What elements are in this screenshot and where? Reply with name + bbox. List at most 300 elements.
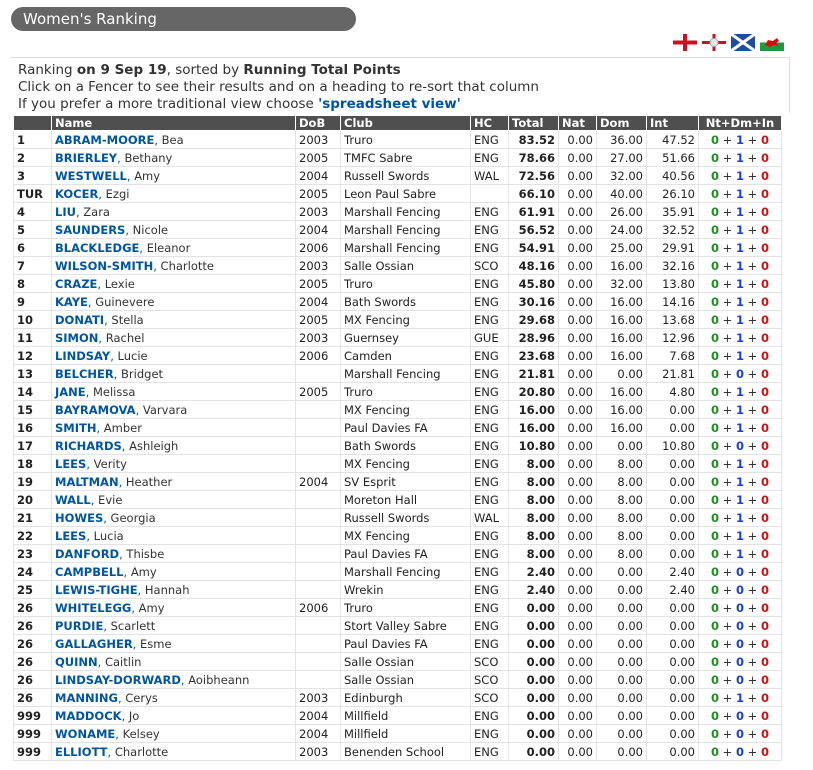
dom-cell: 16.00	[597, 257, 647, 275]
fencer-surname[interactable]: CRAZE	[55, 276, 98, 291]
dm-count: 0	[735, 744, 744, 759]
fencer-firstname[interactable]: Ashleigh	[129, 438, 179, 453]
int-cell: 35.91	[647, 203, 699, 221]
in-count: 0	[760, 258, 769, 273]
fencer-firstname[interactable]: Kelsey	[122, 726, 160, 741]
hc-cell: ENG	[471, 239, 509, 257]
fencer-surname[interactable]: CAMPBELL	[55, 564, 124, 579]
name-separator: ,	[118, 474, 126, 489]
plus-sign: +	[719, 312, 736, 327]
dom-cell: 32.00	[597, 275, 647, 293]
fencer-surname[interactable]: BRIERLEY	[55, 150, 118, 165]
dob-cell: 2005	[296, 383, 341, 401]
club-cell: Marshall Fencing	[341, 365, 471, 383]
fencer-link[interactable]	[55, 745, 168, 759]
plus-sign: +	[744, 240, 761, 255]
name-separator: ,	[98, 330, 106, 345]
fencer-link[interactable]	[55, 601, 165, 615]
ntdmin-cell	[699, 599, 782, 617]
nat-cell: 0.00	[559, 275, 597, 293]
dm-count: 0	[735, 582, 744, 597]
fencer-surname[interactable]: LINDSAY	[55, 348, 111, 363]
col-club-header[interactable]: Club	[341, 116, 471, 131]
fencer-name-cell	[52, 383, 296, 401]
table-row	[14, 311, 782, 329]
int-cell: 7.68	[647, 347, 699, 365]
fencer-link[interactable]	[55, 403, 187, 417]
dob-cell	[296, 671, 341, 689]
nat-cell: 0.00	[559, 707, 597, 725]
plus-sign: +	[744, 186, 761, 201]
fencer-surname[interactable]: KAYE	[55, 294, 88, 309]
plus-sign: +	[719, 366, 736, 381]
nt-count: 0	[711, 168, 720, 183]
fencer-surname[interactable]: LEES	[55, 456, 87, 471]
nat-cell: 0.00	[559, 257, 597, 275]
fencer-link[interactable]	[55, 475, 172, 489]
fencer-surname[interactable]: SAUNDERS	[55, 222, 126, 237]
fencer-firstname[interactable]: Bea	[161, 132, 184, 147]
in-count: 0	[760, 186, 769, 201]
fencer-firstname[interactable]: Guinevere	[95, 294, 155, 309]
plus-sign: +	[744, 636, 761, 651]
nt-count: 0	[711, 708, 720, 723]
name-separator: ,	[132, 636, 140, 651]
nat-cell: 0.00	[559, 689, 597, 707]
dob-cell: 2005	[296, 275, 341, 293]
name-separator: ,	[104, 312, 112, 327]
ireland-flag-icon[interactable]	[702, 34, 726, 51]
fencer-surname[interactable]: DONATI	[55, 312, 105, 327]
dob-cell: 2003	[296, 131, 341, 149]
int-cell: 10.80	[647, 437, 699, 455]
dm-count: 0	[735, 672, 744, 687]
fencer-surname[interactable]: LIU	[55, 204, 76, 219]
dm-count: 1	[735, 402, 744, 417]
fencer-link[interactable]	[55, 151, 172, 165]
club-cell: Russell Swords	[341, 509, 471, 527]
col-name-header[interactable]: Name	[52, 116, 296, 131]
fencer-firstname[interactable]: Caitlin	[104, 654, 142, 669]
fencer-surname[interactable]: HOWES	[55, 510, 104, 525]
club-cell: Benenden School	[341, 743, 471, 761]
dm-count: 1	[735, 690, 744, 705]
in-count: 0	[760, 312, 769, 327]
col-total-header[interactable]: Total	[509, 116, 559, 131]
rank-cell: 21	[14, 509, 52, 527]
fencer-firstname[interactable]: Cerys	[125, 690, 158, 705]
fencer-link[interactable]	[55, 691, 158, 705]
fencer-firstname[interactable]: Charlotte	[160, 258, 214, 273]
fencer-surname[interactable]: ELLIOTT	[55, 744, 108, 759]
fencer-firstname[interactable]: Lexie	[104, 276, 135, 291]
rank-cell: 18	[14, 455, 52, 473]
fencer-firstname[interactable]: Evie	[98, 492, 123, 507]
hc-cell: GUE	[471, 329, 509, 347]
rank-cell: 26	[14, 653, 52, 671]
plus-sign: +	[744, 582, 761, 597]
dom-cell: 0.00	[597, 743, 647, 761]
fencer-surname[interactable]: MALTMAN	[55, 474, 119, 489]
hc-cell: ENG	[471, 635, 509, 653]
fencer-link[interactable]	[55, 277, 135, 291]
nat-cell: 0.00	[559, 725, 597, 743]
fencer-firstname[interactable]: Ezgi	[105, 186, 130, 201]
nat-cell: 0.00	[559, 329, 597, 347]
table-row	[14, 347, 782, 365]
fencer-name-cell	[52, 131, 296, 149]
in-count: 0	[760, 204, 769, 219]
int-cell: 0.00	[647, 419, 699, 437]
in-count: 0	[760, 402, 769, 417]
nat-cell: 0.00	[559, 563, 597, 581]
fencer-name-cell	[52, 149, 296, 167]
fencer-surname[interactable]: SMITH	[55, 420, 97, 435]
total-cell: 8.00	[509, 455, 559, 473]
fencer-link[interactable]	[55, 223, 168, 237]
fencer-link[interactable]	[55, 205, 110, 219]
plus-sign: +	[744, 168, 761, 183]
plus-sign: +	[719, 294, 736, 309]
table-row	[14, 545, 782, 563]
dm-count: 0	[735, 654, 744, 669]
in-count: 0	[760, 150, 769, 165]
fencer-surname[interactable]: BELCHER	[55, 366, 114, 381]
plus-sign: +	[744, 204, 761, 219]
fencer-link[interactable]	[55, 709, 139, 723]
rank-cell: 4	[14, 203, 52, 221]
fencer-surname[interactable]: BLACKLEDGE	[55, 240, 140, 255]
plus-sign: +	[719, 546, 736, 561]
fencer-firstname[interactable]: Zara	[83, 204, 110, 219]
in-count: 0	[760, 456, 769, 471]
plus-sign: +	[744, 384, 761, 399]
fencer-surname[interactable]: MADDOCK	[55, 708, 122, 723]
fencer-firstname[interactable]: Hannah	[144, 582, 190, 597]
total-cell: 78.66	[509, 149, 559, 167]
in-count: 0	[760, 546, 769, 561]
ntdmin-cell	[699, 635, 782, 653]
scotland-flag-icon[interactable]	[731, 34, 755, 51]
plus-sign: +	[744, 366, 761, 381]
fencer-link[interactable]	[55, 727, 160, 741]
fencer-name-cell	[52, 743, 296, 761]
club-cell: MX Fencing	[341, 311, 471, 329]
fencer-link[interactable]	[55, 637, 172, 651]
ntdmin-cell	[699, 491, 782, 509]
nt-count: 0	[711, 528, 720, 543]
name-separator: ,	[86, 528, 94, 543]
nt-count: 0	[711, 654, 720, 669]
fencer-firstname[interactable]: Stella	[111, 312, 144, 327]
page-title: Women's Ranking	[11, 7, 356, 31]
club-cell: Edinburgh	[341, 689, 471, 707]
fencer-surname[interactable]: QUINN	[55, 654, 98, 669]
fencer-link[interactable]	[55, 259, 214, 273]
plus-sign: +	[719, 240, 736, 255]
club-cell: Bath Swords	[341, 437, 471, 455]
dom-cell: 0.00	[597, 437, 647, 455]
fencer-link[interactable]	[55, 133, 184, 147]
fencer-firstname[interactable]: Aoibheann	[188, 672, 250, 687]
fencer-firstname[interactable]: Esme	[139, 636, 172, 651]
club-cell: Leon Paul Sabre	[341, 185, 471, 203]
nat-cell: 0.00	[559, 527, 597, 545]
dom-cell: 8.00	[597, 473, 647, 491]
hc-cell: ENG	[471, 401, 509, 419]
fencer-name-cell	[52, 725, 296, 743]
fencer-firstname[interactable]: Amy	[134, 168, 161, 183]
fencer-firstname[interactable]: Lucie	[117, 348, 148, 363]
fencer-surname[interactable]: WILSON-SMITH	[55, 258, 154, 273]
fencer-link[interactable]	[55, 349, 148, 363]
dom-cell: 8.00	[597, 527, 647, 545]
england-flag-icon[interactable]	[673, 34, 697, 51]
table-row	[14, 671, 782, 689]
name-separator: ,	[97, 654, 105, 669]
fencer-firstname[interactable]: Bethany	[124, 150, 173, 165]
fencer-name-cell	[52, 581, 296, 599]
dob-cell	[296, 545, 341, 563]
fencer-link[interactable]	[55, 547, 164, 561]
total-cell: 0.00	[509, 671, 559, 689]
nat-cell: 0.00	[559, 671, 597, 689]
table-row	[14, 149, 782, 167]
hc-cell: ENG	[471, 311, 509, 329]
int-cell: 2.40	[647, 581, 699, 599]
rank-cell: 9	[14, 293, 52, 311]
hc-cell: ENG	[471, 437, 509, 455]
fencer-surname[interactable]: WESTWELL	[55, 168, 127, 183]
wales-flag-icon[interactable]	[760, 34, 784, 51]
fencer-link[interactable]	[55, 169, 160, 183]
fencer-firstname[interactable]: Georgia	[110, 510, 156, 525]
hc-cell: SCO	[471, 689, 509, 707]
hc-cell: ENG	[471, 563, 509, 581]
fencer-link[interactable]	[55, 439, 178, 453]
dom-cell: 0.00	[597, 635, 647, 653]
fencer-link[interactable]	[55, 583, 189, 597]
fencer-surname[interactable]: JANE	[55, 384, 86, 399]
dom-cell: 8.00	[597, 455, 647, 473]
in-count: 0	[760, 330, 769, 345]
nat-cell: 0.00	[559, 149, 597, 167]
table-row	[14, 581, 782, 599]
fencer-link[interactable]	[55, 565, 157, 579]
name-separator: ,	[103, 618, 111, 633]
in-count: 0	[760, 528, 769, 543]
spreadsheet-view-link[interactable]: 'spreadsheet view'	[318, 96, 461, 112]
int-cell: 0.00	[647, 599, 699, 617]
fencer-firstname[interactable]: Melissa	[92, 384, 136, 399]
fencer-link[interactable]	[55, 187, 129, 201]
total-cell: 8.00	[509, 509, 559, 527]
in-count: 0	[760, 132, 769, 147]
fencer-firstname[interactable]: Amy	[130, 564, 157, 579]
dom-cell: 36.00	[597, 131, 647, 149]
rank-cell: 13	[14, 365, 52, 383]
dm-count: 1	[735, 222, 744, 237]
table-row	[14, 239, 782, 257]
fencer-name-cell	[52, 365, 296, 383]
col-dom-header[interactable]: Dom	[597, 116, 647, 131]
fencer-firstname[interactable]: Amber	[103, 420, 142, 435]
name-separator: ,	[97, 276, 105, 291]
fencer-surname[interactable]: ABRAM-MOORE	[55, 132, 155, 147]
fencer-firstname[interactable]: Thisbe	[126, 546, 165, 561]
club-cell: Millfield	[341, 707, 471, 725]
fencer-surname[interactable]: WHITELEGG	[55, 600, 132, 615]
fencer-link[interactable]	[55, 655, 141, 669]
fencer-surname[interactable]: SIMON	[55, 330, 99, 345]
col-ntdmin-header[interactable]: Nt+Dm+In	[699, 116, 782, 131]
plus-sign: +	[744, 690, 761, 705]
ntdmin-cell	[699, 743, 782, 761]
fencer-link[interactable]	[55, 619, 155, 633]
fencer-surname[interactable]: LEWIS-TIGHE	[55, 582, 138, 597]
dm-count: 1	[735, 132, 744, 147]
fencer-name-cell	[52, 635, 296, 653]
fencer-link[interactable]	[55, 511, 156, 525]
fencer-link[interactable]	[55, 529, 124, 543]
dob-cell: 2003	[296, 203, 341, 221]
fencer-firstname[interactable]: Varvara	[142, 402, 188, 417]
dom-cell: 27.00	[597, 149, 647, 167]
nat-cell: 0.00	[559, 311, 597, 329]
plus-sign: +	[744, 150, 761, 165]
fencer-firstname[interactable]: Heather	[125, 474, 173, 489]
col-rank-header[interactable]	[14, 116, 52, 131]
col-nat-header[interactable]: Nat	[559, 116, 597, 131]
plus-sign: +	[744, 708, 761, 723]
total-cell: 0.00	[509, 599, 559, 617]
club-cell: Guernsey	[341, 329, 471, 347]
total-cell: 2.40	[509, 581, 559, 599]
total-cell: 16.00	[509, 419, 559, 437]
int-cell: 0.00	[647, 527, 699, 545]
dom-cell: 0.00	[597, 365, 647, 383]
plus-sign: +	[719, 564, 736, 579]
table-row	[14, 527, 782, 545]
fencer-surname[interactable]: RICHARDS	[55, 438, 122, 453]
rank-cell: 1	[14, 131, 52, 149]
fencer-link[interactable]	[55, 241, 190, 255]
fencer-firstname[interactable]: Bridget	[121, 366, 164, 381]
total-cell: 16.00	[509, 401, 559, 419]
fencer-link[interactable]	[55, 367, 163, 381]
fencer-link[interactable]	[55, 295, 154, 309]
fencer-surname[interactable]: LEES	[55, 528, 87, 543]
nt-count: 0	[711, 384, 720, 399]
fencer-link[interactable]	[55, 385, 135, 399]
nt-count: 0	[711, 312, 720, 327]
plus-sign: +	[744, 654, 761, 669]
int-cell: 13.68	[647, 311, 699, 329]
table-row	[14, 167, 782, 185]
fencer-firstname[interactable]: Charlotte	[114, 744, 169, 759]
col-dob-header[interactable]: DoB	[296, 116, 341, 131]
name-separator: ,	[98, 186, 106, 201]
fencer-firstname[interactable]: Rachel	[105, 330, 145, 345]
name-separator: ,	[117, 150, 125, 165]
fencer-firstname[interactable]: Scarlett	[110, 618, 156, 633]
fencer-link[interactable]	[55, 493, 122, 507]
nt-count: 0	[711, 366, 720, 381]
nat-cell: 0.00	[559, 401, 597, 419]
club-cell: Marshall Fencing	[341, 221, 471, 239]
fencer-firstname[interactable]: Nicole	[132, 222, 169, 237]
hc-cell: ENG	[471, 347, 509, 365]
fencer-surname[interactable]: WONAME	[55, 726, 116, 741]
table-row	[14, 383, 782, 401]
name-separator: ,	[113, 366, 122, 381]
dm-count: 0	[735, 618, 744, 633]
in-count: 0	[760, 384, 769, 399]
fencer-link[interactable]	[55, 457, 127, 471]
fencer-surname[interactable]: PURDIE	[55, 618, 104, 633]
nat-cell: 0.00	[559, 419, 597, 437]
fencer-surname[interactable]: DANFORD	[55, 546, 120, 561]
plus-sign: +	[719, 726, 736, 741]
rank-cell: 5	[14, 221, 52, 239]
fencer-surname[interactable]: LINDSAY-DORWARD	[55, 672, 181, 687]
in-count: 0	[760, 366, 769, 381]
nt-count: 0	[711, 240, 720, 255]
plus-sign: +	[719, 330, 736, 345]
total-cell: 8.00	[509, 473, 559, 491]
rank-cell: TUR	[14, 185, 52, 203]
fencer-name-cell	[52, 689, 296, 707]
fencer-firstname[interactable]: Lucia	[93, 528, 124, 543]
dob-cell: 2006	[296, 347, 341, 365]
fencer-link[interactable]	[55, 331, 144, 345]
col-hc-header[interactable]: HC	[471, 116, 509, 131]
fencer-name-cell	[52, 473, 296, 491]
total-cell: 10.80	[509, 437, 559, 455]
plus-sign: +	[744, 420, 761, 435]
fencer-link[interactable]	[55, 313, 144, 327]
table-row	[14, 509, 782, 527]
club-cell: Truro	[341, 131, 471, 149]
nt-count: 0	[711, 132, 720, 147]
total-cell: 20.80	[509, 383, 559, 401]
plus-sign: +	[744, 456, 761, 471]
name-separator: ,	[121, 438, 130, 453]
fencer-surname[interactable]: WALL	[55, 492, 91, 507]
ntdmin-cell	[699, 167, 782, 185]
fencer-surname[interactable]: GALLAGHER	[55, 636, 133, 651]
fencer-firstname[interactable]: Jo	[128, 708, 140, 723]
table-row	[14, 455, 782, 473]
fencer-surname[interactable]: BAYRAMOVA	[55, 402, 136, 417]
nt-count: 0	[711, 204, 720, 219]
table-row	[14, 437, 782, 455]
fencer-link[interactable]	[55, 421, 142, 435]
fencer-firstname[interactable]: Eleanor	[146, 240, 191, 255]
hc-cell: ENG	[471, 599, 509, 617]
dom-cell: 26.00	[597, 203, 647, 221]
fencer-surname[interactable]: MANNING	[55, 690, 118, 705]
fencer-surname[interactable]: KOCER	[55, 186, 99, 201]
name-separator: ,	[125, 222, 133, 237]
col-int-header[interactable]: Int	[647, 116, 699, 131]
fencer-name-cell	[52, 563, 296, 581]
fencer-firstname[interactable]: Verity	[93, 456, 127, 471]
fencer-firstname[interactable]: Amy	[138, 600, 165, 615]
name-separator: ,	[119, 546, 127, 561]
fencer-link[interactable]	[55, 673, 249, 687]
dm-count: 1	[735, 294, 744, 309]
